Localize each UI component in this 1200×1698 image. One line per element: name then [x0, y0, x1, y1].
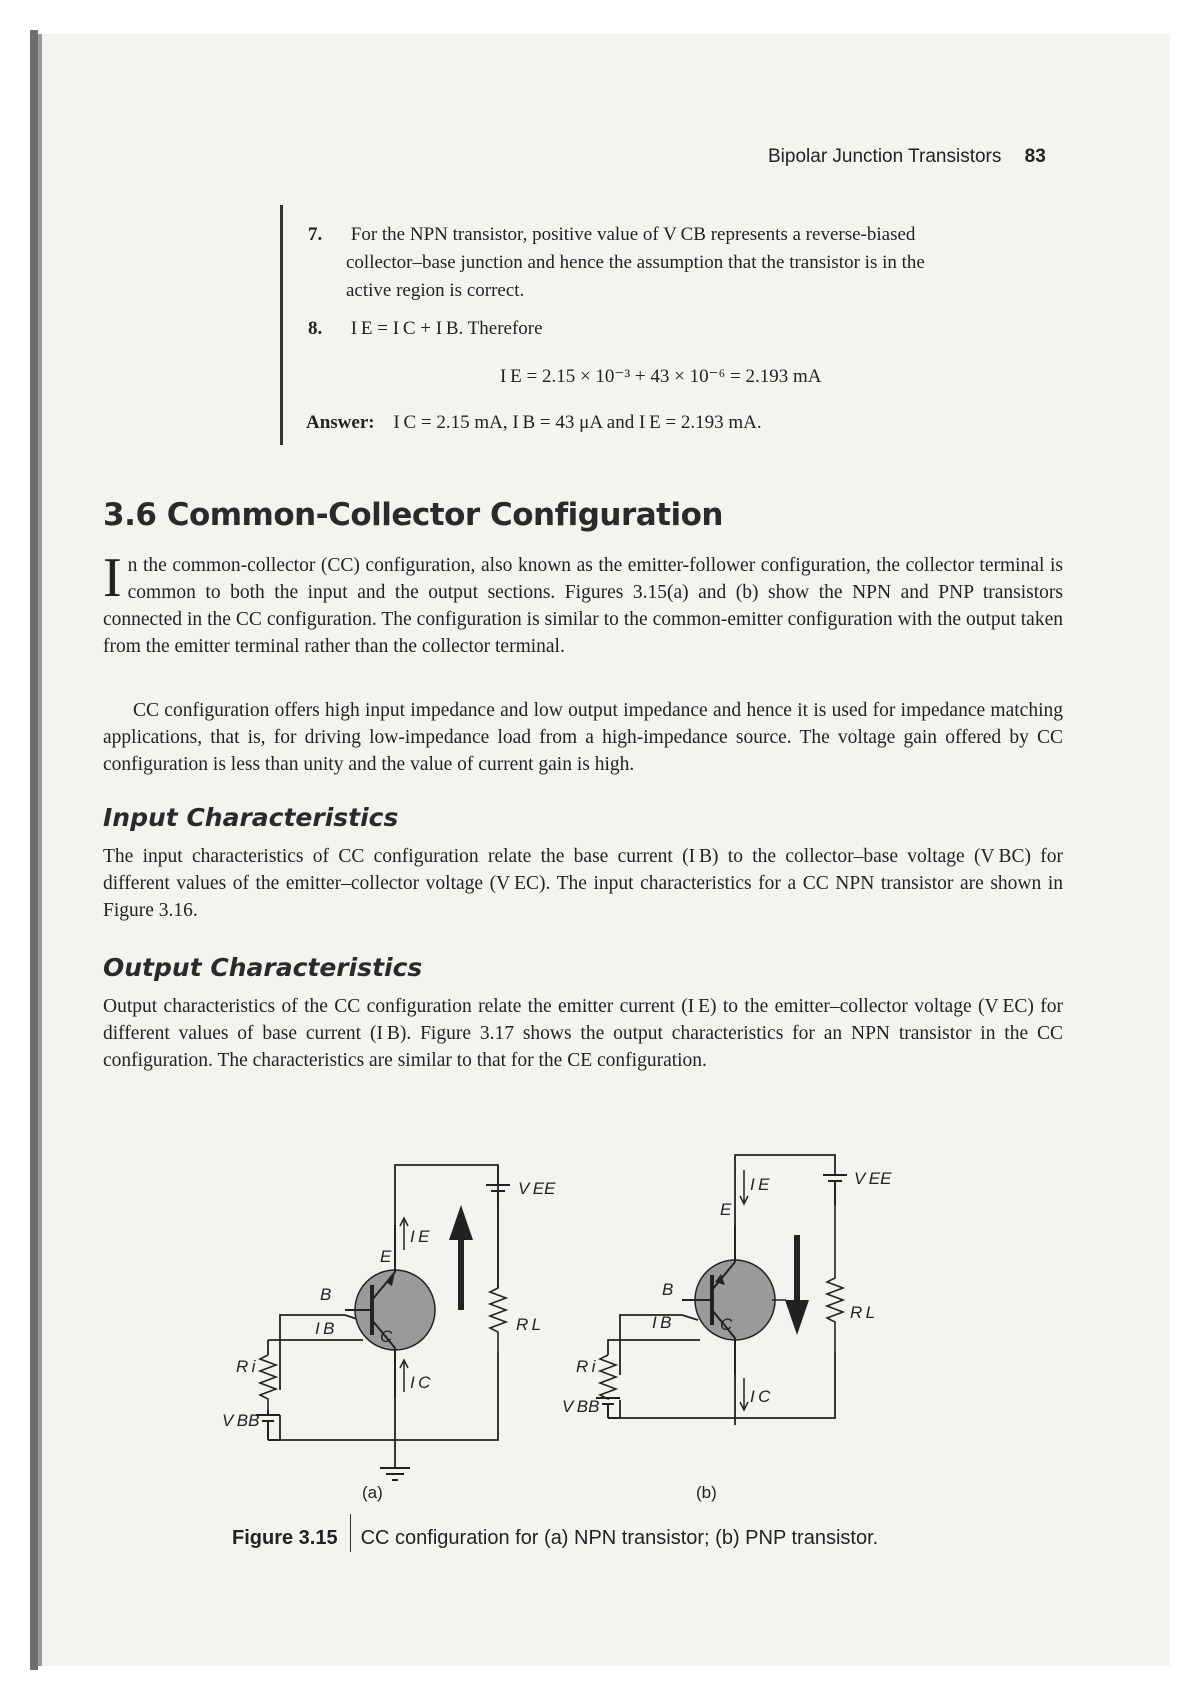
label-ib-b: I B — [652, 1313, 672, 1332]
step-8-line-1 — [308, 316, 543, 342]
paragraph-2: CC configuration offers high input impedance and low output impedance and hence it is used for impedance matching applications, that is, for driving low-impedance load from a high-impedance source. The voltage gain offered by CC configuration is less than unity and the value of current gain is high. — [103, 700, 1063, 775]
answer-line — [306, 410, 762, 436]
circuit-b — [562, 1155, 892, 1425]
label-ri-a: R i — [236, 1357, 256, 1376]
label-ie-a: I E — [410, 1227, 430, 1246]
label-e-a: E — [380, 1247, 392, 1266]
label-ie-b: I E — [750, 1175, 770, 1194]
ic-arrow-a — [400, 1360, 408, 1392]
current-arrow-b — [785, 1235, 809, 1335]
label-e-b: E — [720, 1200, 732, 1219]
battery-vbb-b — [596, 1398, 620, 1418]
label-c-a: C — [380, 1327, 393, 1346]
step-7-line-1 — [308, 222, 915, 248]
figure-3-15-circuits — [220, 1150, 980, 1502]
ie-arrow-a — [400, 1218, 408, 1250]
label-ic-b: I C — [750, 1387, 771, 1406]
label-ri-b: R i — [576, 1357, 596, 1376]
label-b-b: B — [662, 1280, 674, 1299]
subfigure-label-b: (b) — [696, 1483, 717, 1502]
label-ib-a: I B — [315, 1319, 335, 1338]
step-8-equation: I E = 2.15 × 10⁻³ + 43 × 10⁻⁶ = 2.193 mA — [500, 366, 822, 387]
step-8-number: 8. — [308, 318, 323, 339]
header-title: Bipolar Junction Transistors — [768, 146, 1002, 167]
resistor-rl-a — [490, 1205, 506, 1352]
ic-arrow-b — [740, 1378, 748, 1410]
step-7-line-2: collector–base junction and hence the assumption that the transistor is in the — [346, 252, 925, 273]
transistor-b — [682, 1225, 775, 1375]
output-characteristics-heading: Output Characteristics — [103, 953, 423, 982]
label-rl-a: R L — [516, 1315, 542, 1334]
battery-vee-b — [823, 1175, 847, 1205]
label-c-b: C — [720, 1315, 733, 1334]
label-vbb-b: V BB — [562, 1397, 600, 1416]
resistor-rl-b — [827, 1205, 843, 1352]
input-characteristics-heading: Input Characteristics — [103, 803, 399, 832]
resistor-ri-b — [600, 1355, 616, 1399]
step-7-number: 7. — [308, 224, 323, 245]
battery-vbb-a — [256, 1410, 280, 1440]
drop-cap: I — [103, 547, 122, 609]
label-rl-b: R L — [850, 1303, 876, 1322]
label-vee-b: V EE — [854, 1169, 892, 1188]
figure-caption — [232, 1514, 878, 1550]
circuit-a — [222, 1165, 556, 1480]
subfigure-label-a: (a) — [362, 1483, 383, 1502]
paragraph-1-text: n the common-collector (CC) configuration, also known as the emitter-follower configuration, the collector terminal is common to both the input and the output sections. Figures 3.15(a) and (b) show the NPN and PNP transistors connected in the CC configuration. The configuration is similar to the common-emitter configuration with the output taken from the emitter terminal rather than the collector terminal. — [103, 555, 1063, 657]
label-vee-a: V EE — [518, 1179, 556, 1198]
step-7-line-3: active region is correct. — [346, 280, 525, 301]
page-number: 83 — [1024, 146, 1046, 167]
running-header — [768, 146, 1046, 168]
current-arrow-a — [449, 1205, 473, 1310]
figure-caption-label: Figure 3.15 — [232, 1527, 338, 1549]
paragraph-1 — [103, 547, 1063, 660]
input-characteristics-text: The input characteristics of CC configuration relate the base current (I B) to the collector–base voltage (V BC) for different values of the emitter–collector voltage (V EC). The input characteristics for a CC NPN transistor are shown in Figure 3.16. — [103, 846, 1063, 921]
output-characteristics-text: Output characteristics of the CC configuration relate the emitter current (I E) to the emitter–collector voltage (V EC) for different values of base current (I B). Figure 3.17 shows the output characteristics for an NPN transistor in the CC configuration. The characteristics are similar to that for the CE configuration. — [103, 996, 1063, 1071]
label-b-a: B — [320, 1285, 332, 1304]
answer-text: I C = 2.15 mA, I B = 43 μA and I E = 2.193 mA. — [393, 412, 762, 433]
resistor-ri-a — [260, 1355, 276, 1410]
label-vbb-a: V BB — [222, 1411, 260, 1430]
label-ic-a: I C — [410, 1373, 431, 1392]
figure-caption-text: CC configuration for (a) NPN transistor; (b) PNP transistor. — [360, 1527, 879, 1549]
caption-divider — [350, 1514, 351, 1552]
ie-arrow-b — [740, 1170, 748, 1204]
step-7-text-1: For the NPN transistor, positive value of V CB represents a reverse-biased — [350, 224, 916, 245]
step-8-text-1: I E = I C + I B. Therefore — [350, 318, 543, 339]
section-heading: 3.6 Common-Collector Configuration — [103, 497, 723, 533]
answer-label: Answer: — [306, 412, 375, 433]
